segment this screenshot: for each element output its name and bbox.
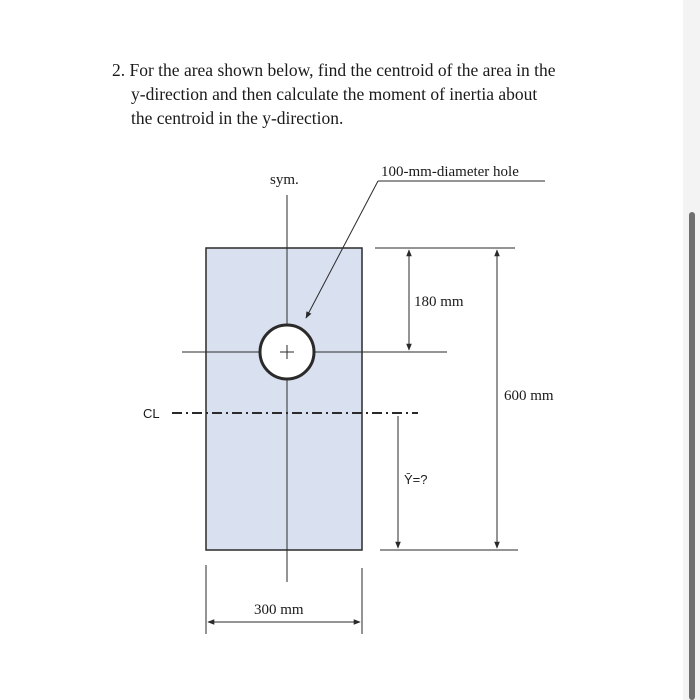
- sym-label: sym.: [270, 172, 299, 188]
- question-line-2: y-direction and then calculate the moment of inertia about: [131, 84, 538, 104]
- dim-600-label: 600 mm: [504, 388, 554, 404]
- ybar-label: Ȳ=?: [404, 472, 428, 487]
- dim-180-label: 180 mm: [414, 294, 464, 310]
- plate-rectangle: [206, 248, 362, 550]
- hole-label: 100-mm-diameter hole: [381, 164, 519, 180]
- question-line-1: 2. For the area shown below, find the centroid of the area in the: [112, 60, 556, 80]
- dim-300-label: 300 mm: [254, 602, 304, 618]
- cl-label: CL: [143, 406, 160, 421]
- question-line-3: the centroid in the y-direction.: [131, 108, 344, 128]
- scrollbar[interactable]: [689, 212, 695, 700]
